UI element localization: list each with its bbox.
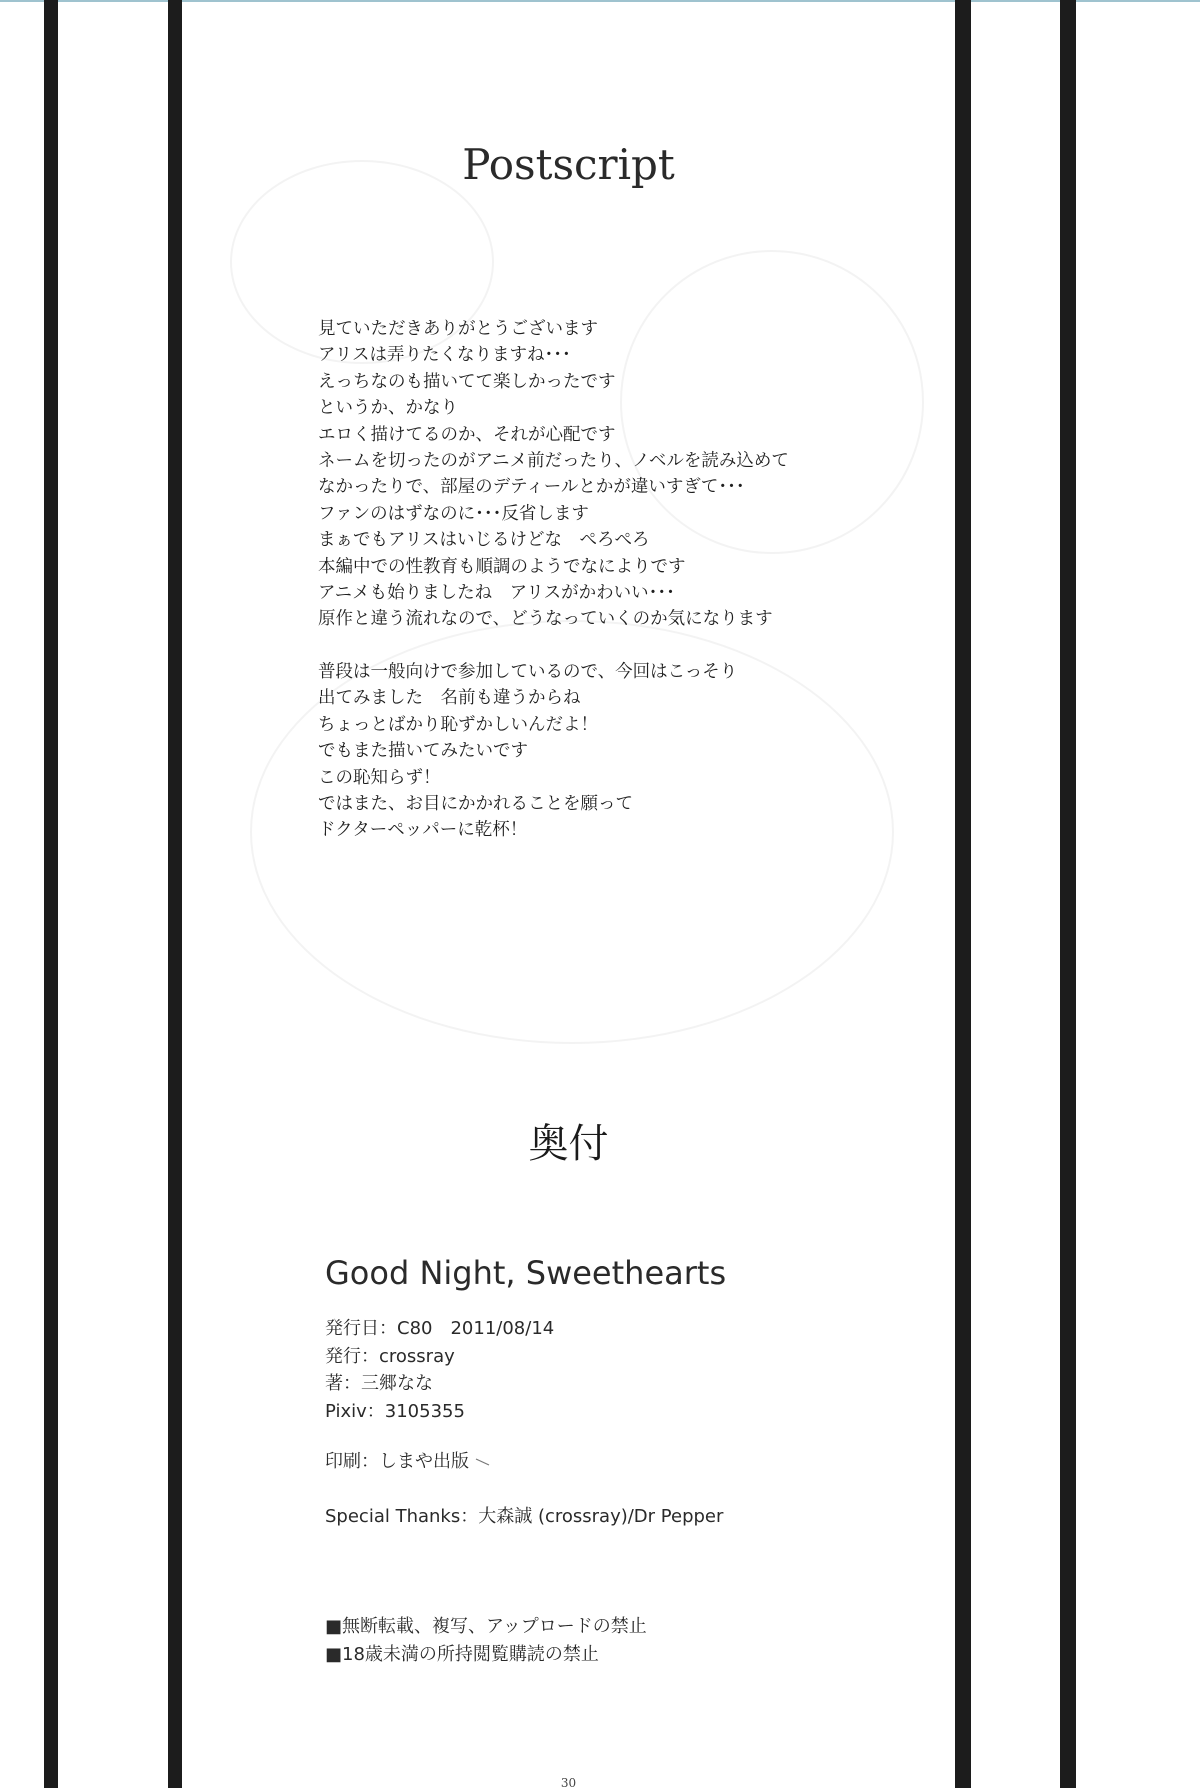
message-line: 本編中での性教育も順調のようでなによりです <box>318 556 686 577</box>
message-line: アニメも始りましたね アリスがかわいい･･･ <box>318 583 675 604</box>
message-line: ではまた、お目にかかれることを願って <box>318 793 633 814</box>
message-line: ちょっとばかり恥ずかしいんだよ！ <box>318 714 598 735</box>
issue-date-line: 発行日：C80 2011/08/14 <box>325 1318 555 1339</box>
message-line: この恥知らず！ <box>318 767 441 788</box>
page-number: 30 <box>560 1776 577 1790</box>
publication-details <box>325 1315 945 1425</box>
message-line: でもまた描いてみたいです <box>318 741 528 762</box>
author-line: 著：三郷なな <box>325 1373 433 1394</box>
colophon-heading: 奥付 <box>528 1121 609 1167</box>
left-outer-border-bar <box>44 0 58 1788</box>
message-line: アリスは弄りたくなりますね･･･ <box>318 345 571 366</box>
left-inner-border-bar <box>168 0 182 1788</box>
message-line: ドクターペッパーに乾杯！ <box>318 820 528 841</box>
message-line: 見ていただきありがとうございます <box>318 319 598 339</box>
message-line: なかったりで、部屋のデティールとかが違いすぎて･･･ <box>318 477 745 498</box>
message-line: 原作と違う流れなので、どうなっていくのか気になります <box>318 609 773 630</box>
book-title: Good Night, Sweethearts <box>325 1254 727 1292</box>
message-line: 普段は一般向けで参加しているので、今回はこっそり <box>318 661 738 682</box>
message-line: ファンのはずなのに･･･反省します <box>318 503 589 524</box>
stray-pen-mark <box>475 1457 491 1467</box>
message-line: というか、かなり <box>318 398 458 419</box>
message-line: 出てみました 名前も違うからね <box>318 688 581 709</box>
message-line: まぁでもアリスはいじるけどな ぺろぺろ <box>318 530 650 551</box>
pixiv-id-line: Pixiv：3105355 <box>325 1400 465 1422</box>
message-line: えっちなのも描いてて楽しかったです <box>318 371 616 392</box>
printer-info <box>325 1448 945 1476</box>
right-inner-border-bar <box>955 0 971 1788</box>
notice-line: ■18歳未満の所持閲覧購読の禁止 <box>325 1643 599 1665</box>
message-paragraph-1 <box>318 316 938 633</box>
postscript-title: Postscript <box>462 140 675 189</box>
message-paragraph-2 <box>318 659 938 844</box>
notice-line: ■無断転載、複写、アップロードの禁止 <box>325 1616 647 1637</box>
publisher-line: 発行：crossray <box>325 1345 455 1367</box>
postscript-message <box>318 316 938 844</box>
special-thanks-info <box>325 1503 945 1531</box>
right-outer-border-bar <box>1060 0 1076 1788</box>
notices <box>325 1613 945 1668</box>
special-thanks-line: Special Thanks：大森誠 (crossray)/Dr Pepper <box>325 1506 724 1527</box>
message-line: ネームを切ったのがアニメ前だったり、ノベルを読み込めて <box>318 451 789 472</box>
printer-line: 印刷：しまや出版 <box>325 1451 469 1472</box>
message-line: エロく描けてるのか、それが心配です <box>318 424 616 445</box>
